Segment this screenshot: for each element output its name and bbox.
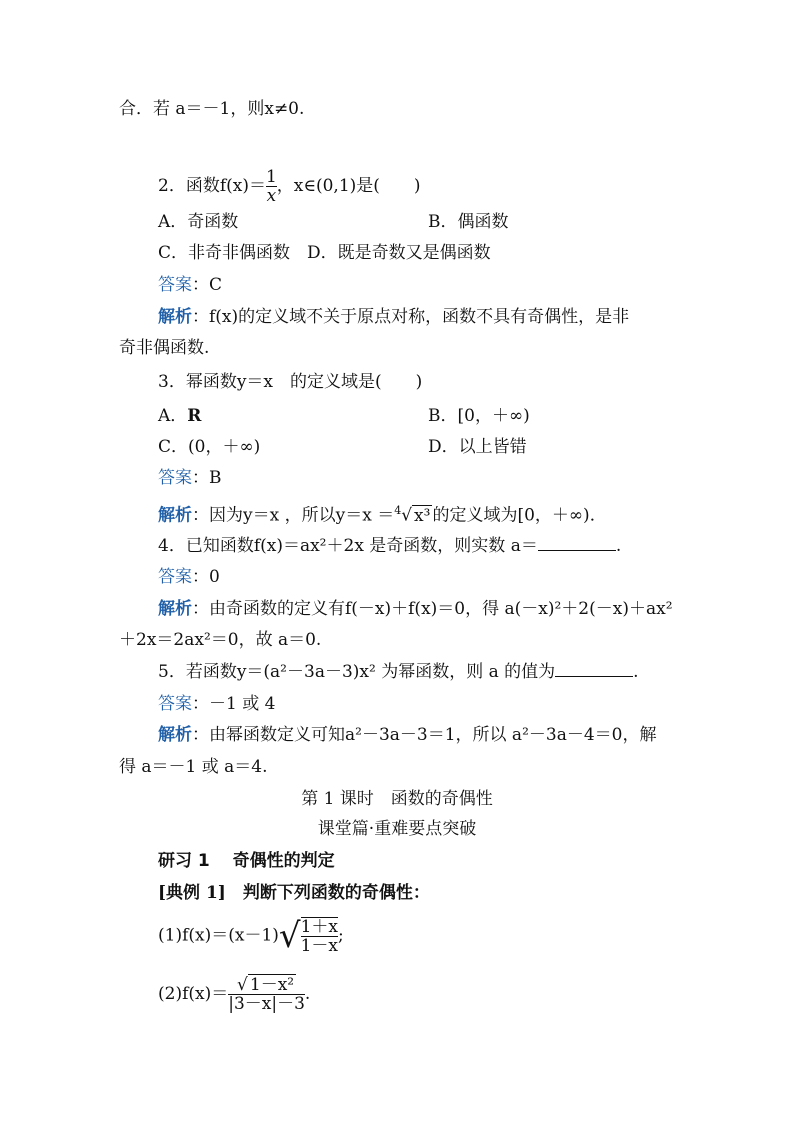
q2-fraction-den: x xyxy=(266,186,277,206)
q5-stem-text: 5．若函数y＝(a²－3a－3)x² 为幂函数，则 a 的值为 xyxy=(158,662,556,682)
f2-fraction xyxy=(228,976,305,1013)
q3-option-d: D．以上皆错 xyxy=(428,437,527,457)
q3-analysis-text-b: 的定义域为[0，＋∞)． xyxy=(432,505,607,526)
function-2 xyxy=(158,976,310,1013)
analysis-label: 解析 xyxy=(158,599,192,619)
f2-fraction-num-wrap xyxy=(228,976,305,994)
q5-stem xyxy=(158,661,639,683)
q2-analysis-1 xyxy=(158,306,629,328)
q5-answer-blank xyxy=(555,662,633,677)
f2-suffix: . xyxy=(304,984,311,1004)
q5-stem-end: . xyxy=(633,662,639,682)
q3-option-c: C．(0，＋∞) xyxy=(158,437,261,457)
q3-answer xyxy=(158,467,222,489)
answer-label: 答案 xyxy=(158,694,192,714)
q5-analysis-text-1: ：由幂函数定义可知a²－3a－3＝1，所以 a²－3a－4＝0，解 xyxy=(192,725,657,745)
q3-option-a-prefix: A． xyxy=(158,406,188,426)
radical-sign-icon: √ xyxy=(278,916,301,956)
analysis-label: 解析 xyxy=(158,505,192,526)
f1-fraction-den: 1－x xyxy=(300,936,338,956)
example-heading xyxy=(158,882,430,904)
study-heading: 研习 1 奇偶性的判定 xyxy=(158,851,335,871)
f2-fraction-den: |3－x|－3 xyxy=(228,994,305,1014)
q5-answer xyxy=(158,693,275,715)
q4-answer xyxy=(158,566,220,588)
q4-answer-value: ：0 xyxy=(192,567,220,587)
q3-root-index: 4 xyxy=(394,504,402,517)
q2-suffix: ，x∈(0,1)是( ) xyxy=(276,176,421,196)
answer-label: 答案 xyxy=(158,567,192,587)
q4-stem-end: . xyxy=(615,536,622,556)
q3-stem: 3．幂函数y＝x 的定义域是( ) xyxy=(158,372,423,392)
answer-label: 答案 xyxy=(158,468,192,488)
analysis-label: 解析 xyxy=(158,307,192,327)
function-1 xyxy=(158,917,344,955)
q2-analysis-2: 奇非偶函数. xyxy=(119,338,210,358)
q4-stem xyxy=(158,535,621,557)
q3-analysis-text-a: ：因为y＝x ，所以y＝x ＝ xyxy=(192,505,395,526)
q4-analysis-2: ＋2x＝2ax²＝0，故 a＝0. xyxy=(119,630,322,650)
answer-label: 答案 xyxy=(158,275,192,295)
q3-analysis xyxy=(158,500,607,527)
q3-option-b: B．[0，＋∞) xyxy=(428,406,530,426)
q5-analysis-1 xyxy=(158,724,656,746)
q5-answer-value: ：－1 或 4 xyxy=(192,694,276,714)
q2-option-cd: C．非奇非偶函数 D．既是奇数又是偶函数 xyxy=(158,243,491,263)
q2-option-b: B．偶函数 xyxy=(428,212,509,232)
f1-prefix: (1)f(x)＝(x－1) xyxy=(158,925,279,946)
q2-answer-value: ：C xyxy=(192,275,223,295)
example-text: [典例 1] 判断下列函数的奇偶性： xyxy=(158,883,430,903)
f2-prefix: (2)f(x)＝ xyxy=(158,984,229,1004)
f2-fraction-num: 1－x² xyxy=(249,975,295,995)
q2-answer xyxy=(158,274,222,296)
radical-sign-icon: √ xyxy=(401,505,413,526)
text-line-1: 合．若 a＝－1，则x≠0. xyxy=(119,99,305,119)
q4-answer-blank xyxy=(538,536,616,551)
q2-fraction xyxy=(266,168,277,205)
q4-stem-text: 4．已知函数f(x)＝ax²＋2x 是奇函数，则实数 a＝ xyxy=(158,536,538,556)
q2-prefix: 2．函数f(x)＝ xyxy=(158,176,266,196)
q2-stem xyxy=(158,168,421,205)
q4-analysis-1 xyxy=(158,598,673,620)
f1-fraction-num: 1＋x xyxy=(300,917,338,937)
q4-analysis-text-1: ：由奇函数的定义有f(－x)＋f(x)＝0，得 a(－x)²＋2(－x)＋ax² xyxy=(192,599,673,619)
f1-suffix: ; xyxy=(337,925,344,946)
section-title: 第 1 课时 函数的奇偶性 xyxy=(301,789,493,809)
q3-radicand: x³ xyxy=(414,505,431,526)
q5-analysis-2: 得 a＝－1 或 a＝4. xyxy=(119,757,268,777)
q3-answer-value: ：B xyxy=(192,468,222,488)
analysis-label: 解析 xyxy=(158,725,192,745)
radical-sign-icon: √ xyxy=(237,975,248,995)
q3-option-a-value: R xyxy=(187,406,202,426)
f1-fraction xyxy=(301,917,338,955)
section-subtitle: 课堂篇·重难要点突破 xyxy=(317,819,477,839)
q2-analysis-text-1: ：f(x)的定义域不关于原点对称，函数不具有奇偶性，是非 xyxy=(192,307,630,327)
q2-option-a: A．奇函数 xyxy=(158,212,239,232)
q3-option-a xyxy=(158,405,201,427)
q2-fraction-num: 1 xyxy=(265,167,277,187)
